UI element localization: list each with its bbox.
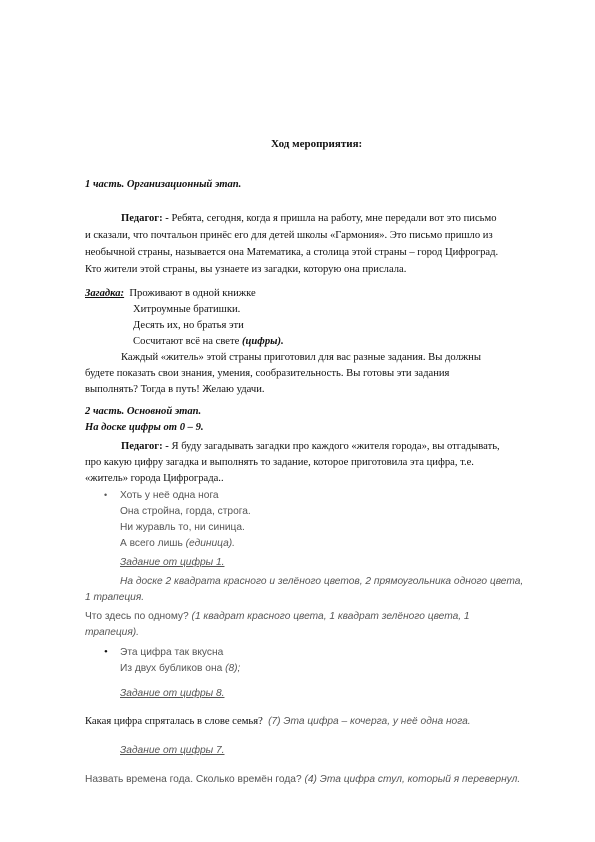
poem2-text-2: Из двух бубликов она xyxy=(120,663,226,674)
intro-line-1 xyxy=(121,212,497,225)
question1 xyxy=(85,610,550,623)
poem2-answer: (8); xyxy=(225,663,241,674)
poem1-line-2: Она стройна, горда, строга. xyxy=(120,506,251,517)
question7-answer: (4) Эта цифра стул, который я перевернул. xyxy=(304,774,521,785)
question1-answer-2: трапеция). xyxy=(85,627,140,638)
poem1-line-1: Хоть у неё одна нога xyxy=(120,490,219,501)
part1-heading: 1 часть. Организационный этап. xyxy=(85,179,242,190)
teacher2-label: Педагог: - xyxy=(121,441,169,452)
riddle1-line-4 xyxy=(133,335,284,348)
riddle1-text-4: Сосчитают всё на свете xyxy=(133,336,242,347)
page-title: Ход мероприятия: xyxy=(271,138,363,150)
intro-line-4: Кто жители этой страны, вы узнаете из загадки, которую она прислала. xyxy=(85,264,407,275)
poem1-line-3: Ни журавль то, ни синица. xyxy=(120,522,245,533)
poem1-line-4 xyxy=(120,537,235,550)
question1-answer-1: (1 квадрат красного цвета, 1 квадрат зелёного цвета, 1 xyxy=(191,611,470,622)
teacher2-text-1: Я буду загадывать загадки про каждого «жителя города», вы отгадывать, xyxy=(171,441,500,452)
task7-label: Задание от цифры 7. xyxy=(120,745,225,756)
question8 xyxy=(85,715,471,728)
intro2-line-1: Каждый «житель» этой страны приготовил для вас разные задания. Вы должны xyxy=(121,352,481,363)
poem1-answer: (единица). xyxy=(185,538,235,549)
question7 xyxy=(85,773,520,786)
intro2-line-3: выполнять? Тогда в путь! Желаю удачи. xyxy=(85,384,265,395)
task1-line-2: 1 трапеция. xyxy=(85,592,145,603)
teacher2-line-1 xyxy=(121,440,500,453)
riddle1-text-1: Проживают в одной книжке xyxy=(129,288,256,299)
question7-text: Назвать времена года. Сколько времён года? xyxy=(85,774,302,785)
riddle1-line-2: Хитроумные братишки. xyxy=(133,304,241,315)
poem2-line-2 xyxy=(120,662,240,675)
intro-text-1: Ребята, сегодня, когда я пришла на работу, мне передали вот это письмо xyxy=(171,213,497,224)
part2-heading: 2 часть. Основной этап. xyxy=(85,406,202,417)
riddle-label: Загадка: xyxy=(85,288,125,299)
riddle1-answer: (цифры). xyxy=(241,336,284,347)
teacher-label: Педагог: - xyxy=(121,213,169,224)
question8-answer: (7) Эта цифра – кочерга, у неё одна нога. xyxy=(268,716,471,727)
poem1-text-4: А всего лишь xyxy=(120,538,186,549)
teacher2-line-2: про какую цифру загадка и выполнять то задание, которое приготовила эта цифра, т.е. xyxy=(85,457,474,468)
poem2-line-1: Эта цифра так вкусна xyxy=(120,647,224,658)
riddle1-line-3: Десять их, но братья эти xyxy=(133,320,244,331)
intro2-line-2: будете показать свои знания, умения, сообразительность. Вы готовы эти задания xyxy=(85,368,450,379)
question1-text: Что здесь по одному? xyxy=(85,611,189,622)
riddle1-line-1 xyxy=(85,287,256,300)
teacher2-line-3: «житель» города Цифрограда.. xyxy=(85,473,224,484)
task8-label: Задание от цифры 8. xyxy=(120,688,225,699)
board-note: На доске цифры от 0 – 9. xyxy=(85,422,204,433)
task1-label: Задание от цифры 1. xyxy=(120,557,225,568)
intro-line-2: и сказали, что почтальон принёс его для детей школы «Гармония». Это письмо пришло из xyxy=(85,230,493,241)
bullet-icon: • xyxy=(104,646,108,658)
bullet-icon: • xyxy=(104,490,108,500)
intro-line-3: необычной страны, называется она Математика, а столица этой страны – город Цифроград. xyxy=(85,247,499,258)
task1-line-1: На доске 2 квадрата красного и зелёного цветов, 2 прямоугольника одного цвета, xyxy=(120,576,524,587)
question8-text: Какая цифра спряталась в слове семья? xyxy=(85,716,263,727)
